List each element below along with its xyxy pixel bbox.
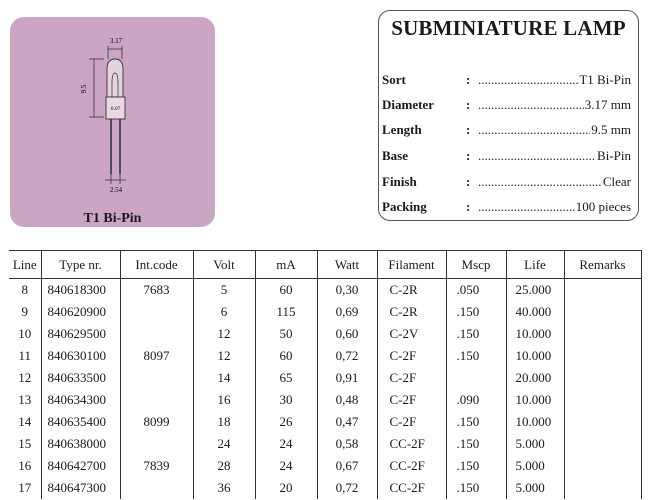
cell-type: 840634300 <box>41 389 120 411</box>
cell-filament: C-2V <box>377 323 446 345</box>
cell-code <box>120 389 193 411</box>
cell-volt: 36 <box>193 477 255 499</box>
cell-watt: 0,69 <box>317 301 377 323</box>
cell-code: 7839 <box>120 455 193 477</box>
spec-label: Sort <box>382 72 406 87</box>
cell-remarks <box>564 433 641 455</box>
cell-type: 840638000 <box>41 433 120 455</box>
spec-row-sort: Sort : ..... T1 Bi-Pin <box>382 72 635 90</box>
spec-value: Clear <box>602 174 631 189</box>
cell-volt: 12 <box>193 345 255 367</box>
cell-watt: 0,60 <box>317 323 377 345</box>
cell-mscp: .150 <box>446 433 506 455</box>
cell-code <box>120 301 193 323</box>
cell-life: 10.000 <box>506 323 564 345</box>
cell-mscp: .150 <box>446 301 506 323</box>
cell-remarks <box>564 389 641 411</box>
cell-volt: 14 <box>193 367 255 389</box>
cell-life: 10.000 <box>506 389 564 411</box>
spec-row-packing: Packing : ..... 100 pieces <box>382 199 635 217</box>
cell-volt: 6 <box>193 301 255 323</box>
cell-line: 16 <box>18 458 32 473</box>
col-header-ma: mA <box>255 251 317 279</box>
cell-type: 840629500 <box>41 323 120 345</box>
cell-ma: 65 <box>255 367 317 389</box>
cell-line: 12 <box>18 370 32 385</box>
col-header-watt: Watt <box>317 251 377 279</box>
table-row <box>9 279 641 302</box>
cell-line: 9 <box>21 304 28 319</box>
cell-type: 840620900 <box>41 301 120 323</box>
cell-line: 17 <box>18 480 32 495</box>
cell-filament: C-2F <box>377 389 446 411</box>
spec-value: 3.17 mm <box>584 97 631 112</box>
col-header-life: Life <box>506 251 564 279</box>
spec-label: Packing <box>382 199 427 214</box>
table-row <box>9 301 641 323</box>
col-header-code: Int.code <box>120 251 193 279</box>
cell-type: 840618300 <box>41 279 120 302</box>
cell-code: 7683 <box>120 279 193 302</box>
cell-code: 8097 <box>120 345 193 367</box>
cell-filament: C-2R <box>377 301 446 323</box>
spec-label: Diameter <box>382 97 434 112</box>
cell-mscp <box>446 367 506 389</box>
cell-life: 5.000 <box>506 433 564 455</box>
cell-ma: 26 <box>255 411 317 433</box>
cell-life: 5.000 <box>506 477 564 499</box>
cell-type: 840633500 <box>41 367 120 389</box>
cell-code <box>120 433 193 455</box>
cell-type: 840630100 <box>41 345 120 367</box>
cell-watt: 0,72 <box>317 345 377 367</box>
base-marking: 6.07 <box>110 106 121 112</box>
spec-box <box>378 10 639 221</box>
cell-filament: CC-2F <box>377 433 446 455</box>
cell-life: 40.000 <box>506 301 564 323</box>
cell-type: 840642700 <box>41 455 120 477</box>
cell-code <box>120 477 193 499</box>
table-row <box>9 367 641 389</box>
cell-volt: 28 <box>193 455 255 477</box>
cell-filament: CC-2F <box>377 455 446 477</box>
cell-ma: 24 <box>255 455 317 477</box>
dim-pin-spacing-label: 2.54 <box>109 186 123 194</box>
cell-remarks <box>564 367 641 389</box>
col-header-volt: Volt <box>193 251 255 279</box>
cell-ma: 20 <box>255 477 317 499</box>
cell-ma: 24 <box>255 433 317 455</box>
cell-watt: 0,58 <box>317 433 377 455</box>
cell-ma: 30 <box>255 389 317 411</box>
cell-mscp: .150 <box>446 411 506 433</box>
cell-watt: 0,72 <box>317 477 377 499</box>
table-row <box>9 477 641 499</box>
cell-watt: 0,30 <box>317 279 377 302</box>
spec-row-diameter: Diameter : ..... 3.17 mm <box>382 97 635 115</box>
cell-code <box>120 323 193 345</box>
cell-ma: 60 <box>255 279 317 302</box>
drawing-caption: T1 Bi-Pin <box>83 211 142 226</box>
cell-line: 15 <box>18 436 32 451</box>
table-row <box>9 389 641 411</box>
cell-life: 25.000 <box>506 279 564 302</box>
cell-type: 840647300 <box>41 477 120 499</box>
col-header-mscp: Mscp <box>446 251 506 279</box>
table-row <box>9 433 641 455</box>
dim-length-label: 9.5 <box>80 84 88 94</box>
cell-mscp: .090 <box>446 389 506 411</box>
table-header-row <box>9 251 641 279</box>
cell-volt: 12 <box>193 323 255 345</box>
cell-filament: CC-2F <box>377 477 446 499</box>
table-row <box>9 455 641 477</box>
lamp-drawing-panel <box>10 17 215 227</box>
cell-life: 10.000 <box>506 345 564 367</box>
cell-ma: 115 <box>255 301 317 323</box>
cell-mscp: .150 <box>446 345 506 367</box>
table-row <box>9 323 641 345</box>
cell-filament: C-2F <box>377 345 446 367</box>
cell-remarks <box>564 345 641 367</box>
cell-code <box>120 367 193 389</box>
spec-label: Finish <box>382 174 417 189</box>
spec-value: 100 pieces <box>575 199 631 214</box>
cell-line: 11 <box>18 348 32 363</box>
cell-line: 10 <box>18 326 32 341</box>
cell-remarks <box>564 279 641 302</box>
lamp-drawing <box>10 17 215 227</box>
col-header-remarks: Remarks <box>564 251 641 279</box>
lamp-table <box>9 250 642 499</box>
cell-mscp: .150 <box>446 477 506 499</box>
cell-watt: 0,47 <box>317 411 377 433</box>
cell-line: 14 <box>18 414 32 429</box>
cell-life: 10.000 <box>506 411 564 433</box>
cell-life: 5.000 <box>506 455 564 477</box>
cell-mscp: .150 <box>446 323 506 345</box>
cell-filament: C-2F <box>377 367 446 389</box>
cell-mscp: .050 <box>446 279 506 302</box>
cell-filament: C-2F <box>377 411 446 433</box>
cell-volt: 16 <box>193 389 255 411</box>
cell-remarks <box>564 301 641 323</box>
spec-value: T1 Bi-Pin <box>579 72 631 87</box>
spec-label: Base <box>382 148 408 163</box>
cell-volt: 5 <box>193 279 255 302</box>
cell-mscp: .150 <box>446 455 506 477</box>
dim-diameter-label: 3.17 <box>109 37 123 45</box>
cell-filament: C-2R <box>377 279 446 302</box>
cell-line: 8 <box>21 282 28 297</box>
table-row <box>9 411 641 433</box>
spec-value: Bi-Pin <box>597 148 631 163</box>
cell-remarks <box>564 477 641 499</box>
spec-row-finish: Finish : ..... Clear <box>382 174 635 192</box>
cell-remarks <box>564 323 641 345</box>
cell-life: 20.000 <box>506 367 564 389</box>
cell-line: 13 <box>18 392 32 407</box>
col-header-type: Type nr. <box>41 251 120 279</box>
cell-watt: 0,91 <box>317 367 377 389</box>
cell-volt: 18 <box>193 411 255 433</box>
cell-volt: 24 <box>193 433 255 455</box>
table-row <box>9 345 641 367</box>
col-header-filament: Filament <box>377 251 446 279</box>
cell-code: 8099 <box>120 411 193 433</box>
spec-row-base: Base : ..... Bi-Pin <box>382 148 635 166</box>
cell-ma: 60 <box>255 345 317 367</box>
cell-remarks <box>564 411 641 433</box>
spec-row-length: Length : ..... 9.5 mm <box>382 122 635 140</box>
col-header-line: Line <box>9 251 41 279</box>
cell-watt: 0,67 <box>317 455 377 477</box>
cell-watt: 0,48 <box>317 389 377 411</box>
spec-label: Length <box>382 122 422 137</box>
bulb-glass <box>107 59 123 97</box>
cell-ma: 50 <box>255 323 317 345</box>
spec-title: SUBMINIATURE LAMP <box>391 16 626 40</box>
spec-value: 9.5 mm <box>591 122 631 137</box>
cell-remarks <box>564 455 641 477</box>
cell-type: 840635400 <box>41 411 120 433</box>
